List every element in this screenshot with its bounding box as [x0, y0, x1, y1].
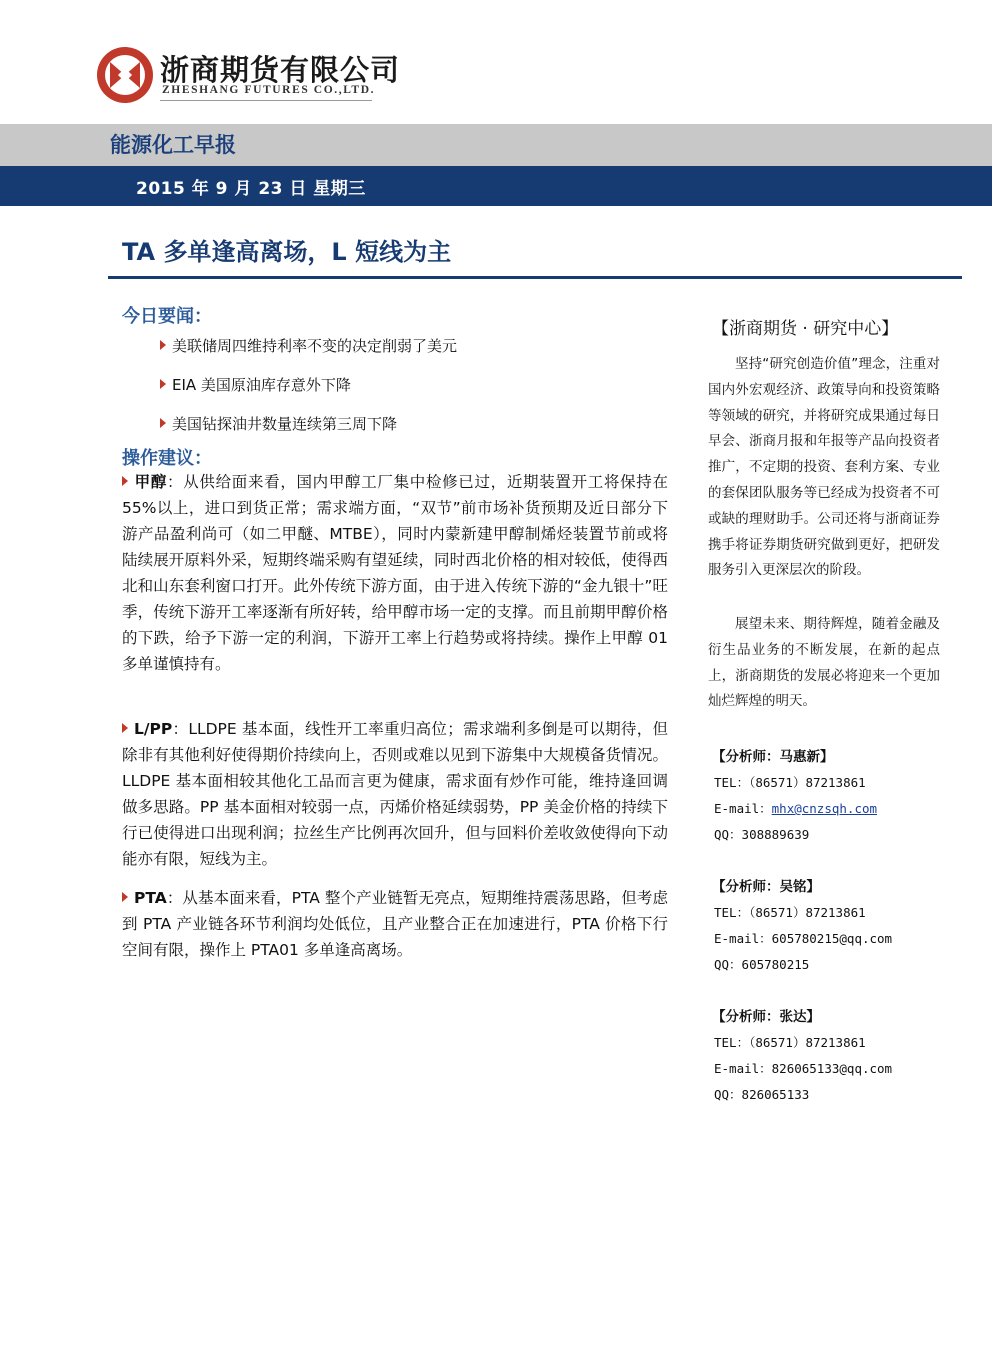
title-divider: [108, 276, 962, 279]
advice-paragraph-lpp: [122, 716, 668, 872]
news-item-text: 美联储周四维持利率不变的决定削弱了美元: [172, 337, 458, 355]
bullet-triangle-icon: [160, 418, 166, 428]
email-label: E-mail：: [714, 931, 772, 946]
analyst-qq: QQ：605780215: [714, 957, 810, 972]
page-title: TA 多单逢高离场，L 短线为主: [122, 238, 452, 266]
research-center-intro: 坚持“研究创造价值”理念，注重对国内外宏观经济、政策导向和投资策略等领域的研究，并将研究成果通过每日早会、浙商月报和年报等产品向投资者推广，不定期的投资、套利方案、专业的套保团队服务等已经成为投资者不可或缺的理财助手。公司还将与浙商证券携手将证券期货研究做到更好，把研发服务引入更深层次的阶段。: [708, 356, 940, 579]
analyst-name: 【分析师：马惠新】: [712, 749, 834, 765]
analyst-tel: TEL：（86571）87213861: [714, 905, 866, 920]
analyst-qq: QQ：308889639: [714, 827, 810, 842]
report-type-title: 能源化工早报: [110, 133, 236, 157]
bullet-triangle-icon: [122, 892, 128, 902]
advice-text: ：从基本面来看，PTA 整个产业链暂无亮点，短期维持震荡思路，但考虑到 PTA 产业链各环节利润均处低位，且产业整合正在加速进行，PTA 价格下行空间有限，操作上 PTA01 多单逢高离场。: [122, 889, 668, 959]
advice-label: L/PP: [134, 720, 173, 738]
advice-paragraph-methanol: [122, 469, 668, 677]
news-item-text: EIA 美国原油库存意外下降: [172, 376, 351, 394]
research-center-outlook: 展望未来、期待辉煌，随着金融及衍生品业务的不断发展，在新的起点上，浙商期货的发展必将迎来一个更加灿烂辉煌的明天。: [708, 616, 940, 710]
analyst-email-link[interactable]: mhx@cnzsqh.com: [771, 801, 878, 816]
bullet-triangle-icon: [122, 723, 128, 733]
analyst-tel: TEL：（86571）87213861: [714, 775, 866, 790]
bullet-triangle-icon: [160, 379, 166, 389]
news-item: [160, 335, 457, 356]
analyst-qq: QQ：826065133: [714, 1087, 810, 1102]
bullet-triangle-icon: [160, 340, 166, 350]
company-name-en: ZHESHANG FUTURES CO.,LTD.: [162, 84, 376, 96]
advice-label: 甲醇: [134, 473, 168, 491]
advice-text: ：LLDPE 基本面，线性开工率重归高位；需求端利多倒是可以期待，但除非有其他利好使得期价持续向上，否则或难以见到下游集中大规模备货情况。LLDPE 基本面相较其他化工品而言更为健康，需求面有炒作可能，维持逢回调做多思路。PP 基本面相对较弱一点，丙烯价格延续弱势，PP 美金价格的持续下行已使得进口出现利润；拉丝生产比例再次回升，但与回料价差收敛使得向下动能亦有限，短线为主。: [122, 720, 668, 868]
news-item: [160, 374, 351, 395]
analyst-email: [714, 929, 892, 947]
bullet-triangle-icon: [122, 476, 128, 486]
research-center-title: 【浙商期货 · 研究中心】: [712, 319, 899, 339]
email-label: E-mail：: [714, 1061, 772, 1076]
advice-text: ：从供给面来看，国内甲醇工厂集中检修已过，近期装置开工将保持在 55%以上，进口到货正常；需求端方面，“双节”前市场补货预期及近日部分下游产品盈利尚可（如二甲醚、MTBE），同时内蒙新建甲醇制烯烃装置节前或将陆续展开原料外采，短期终端采购有望延续，同时西北价格的相对较低，使得西北和山东套利窗口打开。此外传统下游方面，由于进入传统下游的“金九银十”旺季，传统下游开工率逐渐有所好转，给甲醇市场一定的支撑。而且前期甲醇价格的下跌，给予下游一定的利润，下游开工率上行趋势或将持续。操作上甲醇 01 多单谨慎持有。: [122, 473, 668, 673]
advice-paragraph-pta: [122, 885, 668, 963]
analyst-email-text: 826065133@qq.com: [771, 1061, 893, 1076]
analyst-name: 【分析师：张达】: [712, 1009, 820, 1025]
advice-label: PTA: [134, 889, 167, 907]
analyst-email: [714, 1059, 892, 1077]
analyst-name: 【分析师：吴铭】: [712, 879, 820, 895]
advice-section-title: 操作建议：: [122, 448, 212, 469]
email-label: E-mail：: [714, 801, 772, 816]
report-date: 2015 年 9 月 23 日 星期三: [136, 179, 366, 199]
company-logo: [96, 46, 154, 104]
analyst-tel: TEL：（86571）87213861: [714, 1035, 866, 1050]
news-item: [160, 413, 397, 434]
news-item-text: 美国钻探油井数量连续第三周下降: [172, 415, 398, 433]
company-divider: [160, 100, 372, 101]
company-name-cn: 浙商期货有限公司: [160, 53, 401, 87]
news-section-title: 今日要闻：: [122, 306, 212, 327]
analyst-email-text: 605780215@qq.com: [771, 931, 893, 946]
analyst-email: [714, 799, 877, 817]
